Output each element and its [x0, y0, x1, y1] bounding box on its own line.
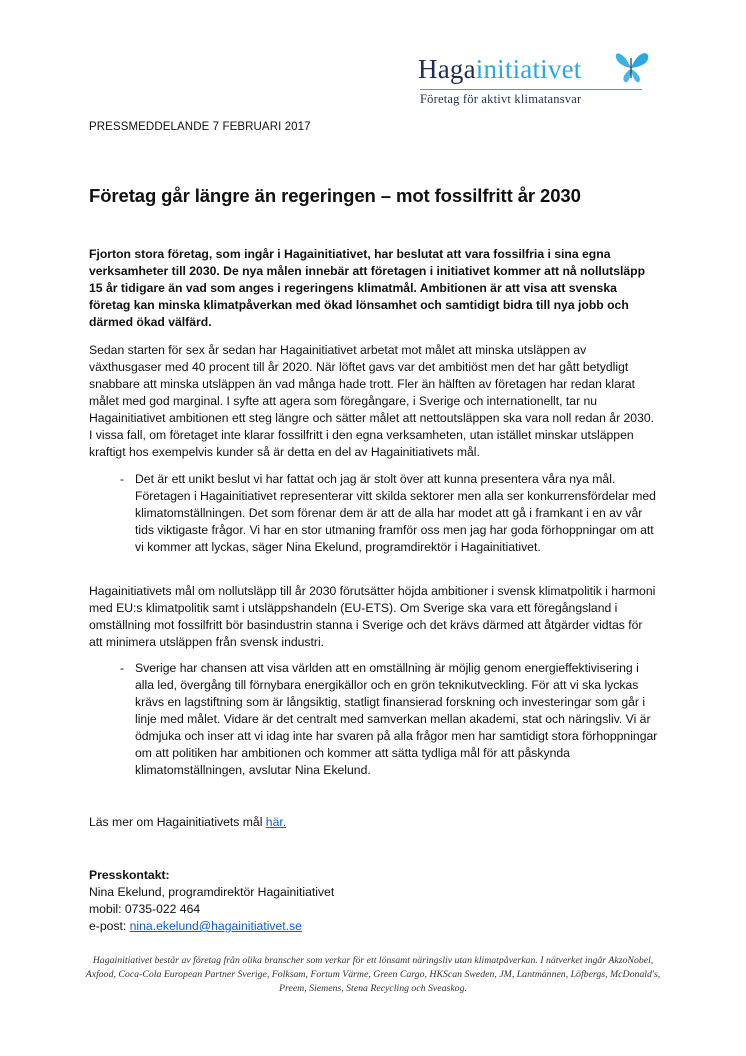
read-more-line	[89, 815, 286, 829]
contact-mobile: mobil: 0735-022 464	[89, 902, 201, 916]
body-paragraph-2: Hagainitiativets mål om nollutsläpp till år 2030 förutsätter höjda ambitioner i svensk klimatpolitik i harmoni med EU:s klimatpolitik samt i utsläppshandeln (EU-ETS). Om Sverige ska vara ett föregångsland i omställning mot fossilfritt bör basindustrin stanna i Sverige och det krävs därmed att åtgärder vidtas för att minimera utsläppen från svensk industri.	[89, 584, 656, 649]
logo-tagline: Företag för aktivt klimatansvar	[420, 92, 582, 106]
read-more-link[interactable]: här.	[265, 815, 287, 829]
footer-note: Hagainitiativet består av företag från olika branscher som verkar för ett lönsamt näringsliv utan klimatpåverkan. I nätverket ingår AkzoNobel, Axfood, Coca-Cola European Partner Sverige, Folksam, Fortum Värme, Green Cargo, HKScan Sweden, JM, Lantmännen, Löfbergs, McDonald's, Preem, Siemens, Stena Recycling och Sveaskog.	[85, 955, 661, 994]
press-release-dateline: PRESSMEDDELANDE 7 FEBRUARI 2017	[89, 121, 311, 133]
read-more-text: Läs mer om Hagainitiativets mål	[89, 815, 266, 829]
quote-block-2	[89, 660, 659, 779]
list-dash: -	[120, 661, 125, 675]
butterfly-icon	[612, 48, 652, 86]
list-dash: -	[120, 472, 125, 486]
quote-text-1: Det är ett unikt beslut vi har fattat och jag är stolt över att kunna presentera våra nya mål. Företagen i Hagainitiativet representerar vitt skilda sektorer men alla ser konkurrensfördelar med klimatomställningen. Det som förenar dem är att de alla har modet att gå i framkant i en av vår tids viktigaste frågor. Vi har en stor utmaning framför oss men jag har goda förhoppningar om att vi kommer att lyckas, säger Nina Ekelund, programdirektör i Hagainitiativet.	[135, 472, 656, 554]
quote-text-2: Sverige har chansen att visa världen att en omställning är möjlig genom energieffektivisering i alla led, övergång till förnybara energikällor och en grön teknikutveckling. För att vi ska lyckas krävs en lagstiftning som är långsiktig, statligt finansierad forskning och investeringar som går i linje med målet. Vidare är det centralt med samverkan mellan akademi, stat och näringsliv. Vi är ödmjuka och inser att vi idag inte har svaren på alla frågor men har samtidigt stora förhoppningar om att politiken har ambitionen och kommer att sätta tydliga mål för att påskynda klimatomställningen, avslutar Nina Ekelund.	[135, 661, 658, 777]
page-title: Företag går längre än regeringen – mot fossilfritt år 2030	[89, 185, 581, 206]
body-paragraph-1: Sedan starten för sex år sedan har Hagainitiativet arbetat mot målet att minska utsläppen av växthusgaser med 40 procent till år 2020. När löftet gavs var det ambitiöst men det har gått betydligt snabbare att minska utsläppen än vad många hade trott. Fler än hälften av företagen har redan klarat målet med god marginal. I syfte att agera som föregångare, i Sverige och internationellt, tar nu Hagainitiativet ambitionen ett steg längre och sätter målet att nettoutsläppen ska vara noll redan år 2030. I vissa fall, om företaget inte klarar fossilfritt i den egna verksamheten, utan istället minskar utsläppen kraftigt hos exempelvis kunder så är detta en del av Hagainitiativets mål.	[89, 343, 655, 459]
contact-email-link[interactable]: nina.ekelund@hagainitiativet.se	[129, 919, 302, 933]
logo-divider	[420, 89, 642, 90]
contact-email-label: e-post:	[89, 919, 130, 933]
hagainitiativet-logo	[418, 50, 648, 110]
logo-wordmark: Hagainitiativet	[418, 54, 582, 84]
contact-name: Nina Ekelund, programdirektör Hagainitiativet	[89, 885, 335, 899]
contact-email-line	[89, 918, 334, 935]
lead-paragraph: Fjorton stora företag, som ingår i Hagainitiativet, har beslutat att vara fossilfria i sina egna verksamheter till 2030. De nya målen innebär att företagen i initiativet kommer att nå nollutsläpp 15 år tidigare än vad som anges i regeringens klimatmål. Ambitionen är att visa att svenska företag kan minska klimatpåverkan med ökad lönsamhet och samtidigt bidra till nya jobb och därmed ökad välfärd.	[89, 247, 646, 329]
quote-block-1	[89, 471, 659, 556]
contact-heading: Presskontakt:	[89, 868, 170, 882]
press-contact	[89, 867, 334, 935]
